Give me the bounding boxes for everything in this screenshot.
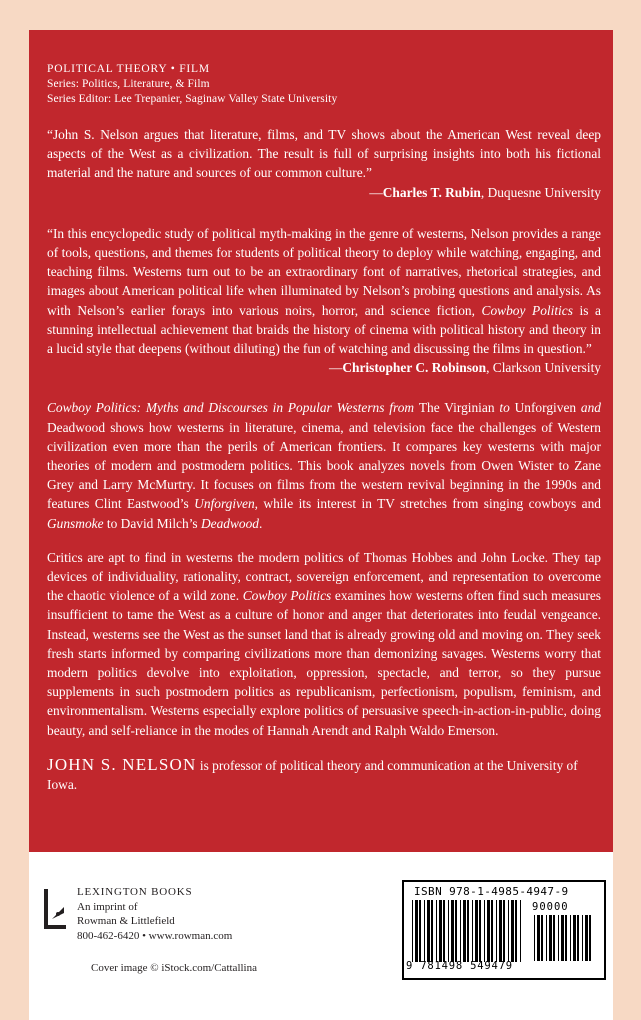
- blurb-affiliation: , Duquesne University: [480, 184, 601, 200]
- barcode-addon-text: 90000: [532, 901, 569, 913]
- barcode-bars: [412, 900, 524, 962]
- series-line: Series: Politics, Literature, & Film: [47, 78, 210, 90]
- blurb-rubin: [47, 125, 601, 202]
- description-paragraph-2: Critics are apt to find in westerns the modern politics of Thomas Hobbes and John Locke. They tap devices of individuality, rationality, contract, sovereign enforcement, and representation to overcome the chaotic violence of a wild zone. Cowboy Politics examines how westerns often find such measures insufficient to tame the West as a culture of honor and anger that deteriorates into feudal vengeance. Instead, westerns see the West as the sunset land that is already growing old and moving on. They seek fresh starts informed by comparing civilizations more than demonizing savages. Westerns worry that modern politics devolve into exploitation, oppression, spectacle, and terror, so they pursue supplements in such postmodern politics as republicanism, perfectionism, populism, feminism, and environmentalism. Westerns especially explore politics of persuasive speech-in-action-in-public, doing beauty, and self-reliance in the modes of Hannah Arendt and Ralph Waldo Emerson.: [47, 549, 601, 738]
- isbn-barcode: [402, 880, 606, 980]
- series-info: [47, 62, 601, 107]
- cover-credit: Cover image © iStock.com/Cattallina: [91, 962, 257, 974]
- blurb-text: “In this encyclopedic study of political myth-making in the genre of westerns, Nelson provides a range of tools, questions, and themes for students of political theory to deploy while watching, engaging, and teaching films. Westerns turn out to be an extraordinary font of narratives, rhetorical strategies, and images about American political life when illuminated by Nelson’s probing questions and analysis. As with Nelson’s earlier forays into various noirs, horror, and science fiction, Cowboy Politics is a stunning intellectual achievement that braids the history of cinema with political history and theory in a lucid style that deepens (without diluting) the fun of watching and discussing the films in question.”: [47, 225, 601, 357]
- blurb-affiliation: , Clarkson University: [486, 360, 601, 376]
- book-title: Cowboy Politics: [481, 302, 573, 318]
- publisher-info: [77, 885, 232, 943]
- text-column: [47, 62, 601, 794]
- ean-text: 9 781498 549479: [406, 960, 513, 972]
- isbn-text: ISBN 978-1-4985-4947-9: [414, 885, 569, 898]
- blurb-author: Christopher C. Robinson: [342, 360, 487, 376]
- publisher-name: LEXINGTON BOOKS: [77, 886, 193, 898]
- blurb-robinson: [47, 224, 601, 378]
- blurb-author: Charles T. Rubin: [382, 184, 481, 200]
- red-panel: [29, 30, 613, 852]
- publisher-strip: [29, 852, 613, 1020]
- series-editor: Series Editor: Lee Trepanier, Saginaw Valley State University: [47, 93, 338, 105]
- publisher-contact: 800-462-6420 • www.rowman.com: [77, 929, 233, 942]
- blurb-attribution: —Charles T. Rubin, Duquesne University: [369, 184, 601, 200]
- publisher-imprint: An imprint of: [77, 900, 138, 913]
- series-category: POLITICAL THEORY • FILM: [47, 63, 210, 75]
- lexington-logo-icon: [44, 889, 66, 929]
- publisher-parent: Rowman & Littlefield: [77, 915, 175, 927]
- author-bio-text: is professor of political theory and communication at the University of Iowa.: [47, 757, 578, 793]
- author-name: JOHN S. NELSON: [47, 754, 197, 774]
- author-bio: [47, 755, 601, 794]
- blurb-text: “John S. Nelson argues that literature, films, and TV shows about the American West reveal deep aspects of the West as a civilization. The result is full of surprising insights into both his fictional material and the nature and sources of our common culture.”: [47, 127, 601, 181]
- blurb-attribution: —Christopher C. Robinson, Clarkson University: [328, 360, 601, 376]
- description-paragraph-1: Cowboy Politics: Myths and Discourses in Popular Westerns from The Virginian to Unforgiven and Deadwood shows how westerns in literature, cinema, and television face the challenges of Western civilization even more than the perils of American frontiers. It compares key westerns with major theories of modern and postmodern politics. This book analyzes novels from Owen Wister to Zane Grey and Larry McMurtry. It focuses on films from the western revival beginning in the 1990s and features Clint Eastwood’s Unforgiven, while its interest in TV stretches from singing cowboys and Gunsmoke to David Milch’s Deadwood.: [47, 400, 601, 531]
- barcode-addon-bars: [534, 915, 596, 963]
